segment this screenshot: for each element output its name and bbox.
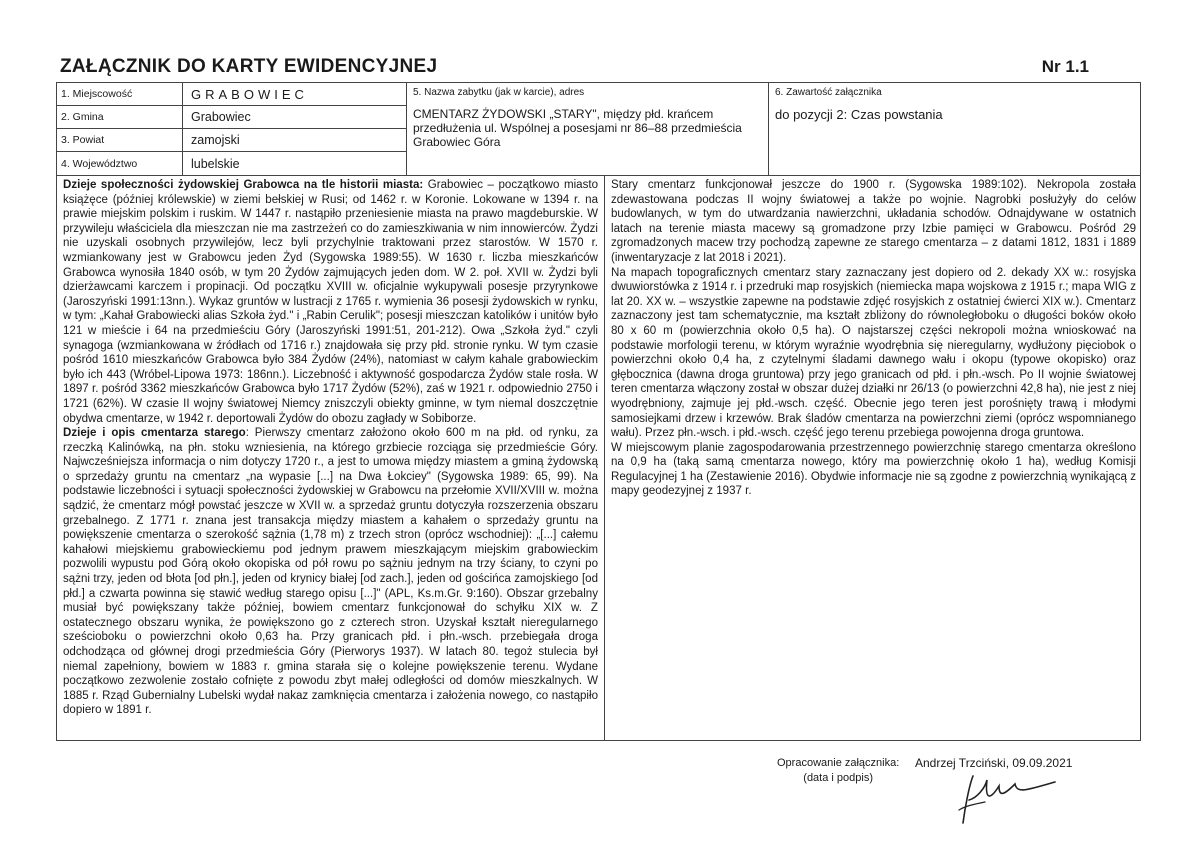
right-column: [605, 176, 1142, 740]
right-paragraph-1: Stary cmentarz funkcjonował jeszcze do 1900 r. (Sygowska 1989:102). Nekropola została zdewastowana podczas II wojny światowej a także po wojnie. Nagrobki posłużyły do celów budowlanych, w tym do utwardzania nawierzchni, układania schodów. Odnajdywane w ostatnich latach na terenie miasta macewy są gromadzone przy Izbie pamięci w Grabowcu. Pośród 29 zgromadzonych macew trzy pochodzą zapewne ze starego cmentarza – z datami 1812, 1831 i 1889 (inwentaryzacje z lat 2018 i 2021).: [611, 179, 1136, 264]
wojewodztwo-value: lubelskie: [191, 156, 240, 171]
prepared-by-label: [777, 756, 899, 786]
zawartosc-label: 6. Zawartość załącznika: [775, 87, 882, 98]
powiat-value: zamojski: [191, 133, 240, 147]
right-paragraph-2: Na mapach topograficznych cmentarz stary zaznaczany jest dopiero od 2. dekady XX w.: rosyjska dwuwiorstówka z 1914 r. i przedruki map rosyjskich (niemiecka mapa wojskowa z 1915 r.; mapa WIG z lat 20. XX w. – wszystkie zapewne na podstawie zdjęć rosyjskich z ostatniej ćwierci XIX w.). Cmentarz zaznaczony jest tam schematycznie, ma kształt zbliżony do równoległoboku o długości boków około 80 x 60 m (powierzchnia około 0,5 ha). O najstarszej części nekropoli można wnioskować na podstawie morfologii terenu, w którym wyraźnie wyodrębnia się nieregularny, wydłużony pięciobok o powierzchni około 0,4 ha, z czytelnymi śladami dawnego wału i okopu (typowe okopisko) oraz głębocznica (dawna droga gruntowa) przy jego granicach od płd. i płn.-wsch. Po II wojnie światowej teren cmentarza włączony został w obszar dużej działki nr 26/13 (o powierzchni 42,8 ha), nie jest z niej wyodrębniony, zajmuje jej płd.-wsch. część. Obecnie jego teren jest porośnięty trawą i młodymi samosiejkami drzew i krzewów. Brak śladów cmentarza na powierzchni ziemi (oprócz wspomnianego wału). Przez płn.-wsch. i płd.-wsch. część jego terenu przebiega powojenna droga gruntowa.: [611, 266, 1136, 440]
cemetery-paragraph: [63, 426, 598, 718]
nazwa-label: 5. Nazwa zabytku (jak w karcie), adres: [413, 87, 585, 98]
field-row-wojewodztwo: [57, 152, 406, 175]
zawartosc-value: do pozycji 2: Czas powstania: [775, 107, 943, 122]
prepared-by-line1: Opracowanie załącznika:: [777, 757, 900, 769]
cemetery-text: : Pierwszy cmentarz założono około 600 m na płd. od rynku, za rzeczką Kalinówką, na płn. stoku wzniesienia, na którego grzbiecie rozciąga się przedmieście Góry. Najwcześniejsza informacja o nim dotyczy 1720 r., a jest to umowa między miastem a gminą żydowską o sprzedaży gruntu na cmentarz „na wypasie [...] na Dwa Łokciey" (Sygowska 1989: 65, 99). Na podstawie liczebności i sytuacji społeczności żydowskiej w Grabowcu na przełomie XVII/XVIII w. można sądzić, że cmentarz mógł powstać jeszcze w XVII w. a sprzedaż gruntu dotyczyła rozszerzenia obszaru grzebalnego. Z 1771 r. znana jest transakcja między miastem a kahałem o sprzedaży gruntu na powiększenie cmentarza o szerokość sążnia (1,78 m) z trzech stron (oprócz wschodniej): „[...] całemu kahałowi miejskiemu grabowieckiemu pod jednym prawem mieszkającym miejskim grabowieckim pozwolili wypustu pod Górą około okopiska od pół rowu po sążniu jednym na trzy ściany, to czyni po sążni trzy, jeden od błota [od płn.], jeden od krynicy białej [od zach.], jeden od gościńca zamojskiego [od płd.] a czwarta powinna się stawić według starego opisu [...]" (APL, Ks.m.Gr. 9:160). Obszar grzebalny musiał być powiększany także później, bowiem cmentarz funkcjonował do schyłku XIX w. Z ostatecznego obszaru wynika, że powiększono go z czterech stron. Uzyskał kształt nieregularnego sześcioboku o powierzchni około 0,63 ha. Przy granicach płd. i płn.-wsch. przebiegała droga odchodząca od głównej drogi przedmieścia Góry (Pierworys 1937). W latach 80. tegoż stulecia był niemal zapełniony, bowiem w 1883 r. gmina starała się o kolejne powiększenie terenu. Wydane początkowo zezwolenie zostało cofnięte z powodu zbyt małej odległości od domów mieszkalnych. W 1885 r. Rząd Gubernialny Lubelski wydał nakaz zamknięcia cmentarza i założenia nowego, co nastąpiło dopiero w 1891 r.: [63, 427, 599, 717]
location-fields: [57, 83, 407, 175]
gmina-label: 2. Gmina: [57, 106, 183, 128]
field-row-miejscowosc: [57, 83, 406, 106]
left-column: [57, 176, 605, 740]
author-name: Andrzej Trzciński, 09.09.2021: [915, 756, 1073, 770]
history-paragraph: [63, 178, 598, 426]
signature-image: [955, 768, 1065, 828]
right-paragraph-3: W miejscowym planie zagospodarowania przestrzennego powierzchnię starego cmentarza określono na 0,9 ha (taką samą cmentarza nowego, który ma powierzchnię około 1 ha), według Komisji Regulacyjnej 1 ha (Zestawienie 2016). Obydwie informacje nie są zgodne z powierzchnią wynikającą z mapy geodezyjnej z 1937 r.: [611, 441, 1136, 498]
history-text: Grabowiec – początkowo miasto książęce (później królewskie) w ziemi bełskiej w Rusi; od 1462 r. w Koronie. Lokowane w 1394 r. na prawie miejskim polskim i ruskim. W 1447 r. nastąpiło przeniesienie miasta na prawo magdeburskie. W przywileju właściciela dla mieszczan nie ma zastrzeżeń co do zamieszkiwania w nim innowierców. Żydzi nie uzyskali osobnych przywilejów, lecz byli przychylnie traktowani przez starostów. W 1570 r. wzmiankowany jest w Grabowcu jeden Żyd (Sygowska 1989:55). W 1630 r. liczba mieszkańców Grabowca wynosiła 1840 osób, w tym 20 Żydów zajmujących jeden dom. W 2. poł. XVII w. Żydzi byli dzierżawcami karczem i propinacji. Od początku XVIII w. oficjalnie wykupywali posesje przyrynkowe (Jaroszyński 1991:13nn.). Wykaz gruntów w lustracji z 1765 r. wymienia 36 posesji żydowskich w rynku, w tym: „Kahał Grabowiecki alias Szkoła żyd." i „Rabin Cerulik"; posesji mieszczan katolików i unitów było 121 w mieście i 64 na przedmieściu Góry (Jaroszyński 1991:51, 201-212). Owa „Szkoła żyd." czyli synagoga (wzmiankowana w źródłach od 1716 r.) znajdowała się przy płd. stronie rynku. W tym czasie pośród 1610 mieszkańców Grabowca było 384 Żydów (24%), natomiast w całym kahale grabowieckim było ich 443 (Wróbel-Lipowa 1973: 186nn.). Liczebność i aktywność gospodarcza Żydów stale rosła. W 1897 r. pośród 3362 mieszkańców Grabowca było 1717 Żydów (52%), zaś w 1921 r. odpowiednio 2750 i 1721 (62%). W czasie II wojny światowej Niemcy zniszczyli obiekty gminne, w tym niemal doszczętnie obydwa cmentarze, w 1942 r. deportowali Żydów do obozu zagłady w Sobiborze.: [63, 179, 598, 425]
monument-name-cell: [407, 83, 769, 175]
header-table: [56, 82, 1141, 176]
history-heading: Dzieje społeczności żydowskiej Grabowca na tle historii miasta:: [63, 179, 424, 191]
cemetery-heading: Dzieje i opis cmentarza starego: [63, 427, 246, 440]
miejscowosc-label: 1. Miejscowość: [57, 83, 183, 105]
body-text: [56, 176, 1141, 741]
attachment-content-cell: [769, 83, 1142, 175]
field-row-powiat: [57, 129, 406, 152]
field-row-gmina: [57, 106, 406, 129]
prepared-by-line2: (data i podpis): [803, 772, 873, 784]
document-number: Nr 1.1: [1041, 57, 1089, 76]
wojewodztwo-label: 4. Województwo: [57, 152, 183, 175]
document-title: ZAŁĄCZNIK DO KARTY EWIDENCYJNEJ: [60, 56, 438, 77]
gmina-value: Grabowiec: [191, 110, 251, 124]
nazwa-value: CMENTARZ ŻYDOWSKI „STARY", między płd. krańcem przedłużenia ul. Wspólnej a posesjami nr 86–88 przedmieścia Grabowiec Góra: [413, 107, 742, 149]
miejscowosc-value: GRABOWIEC: [191, 86, 308, 102]
powiat-label: 3. Powiat: [57, 129, 183, 151]
